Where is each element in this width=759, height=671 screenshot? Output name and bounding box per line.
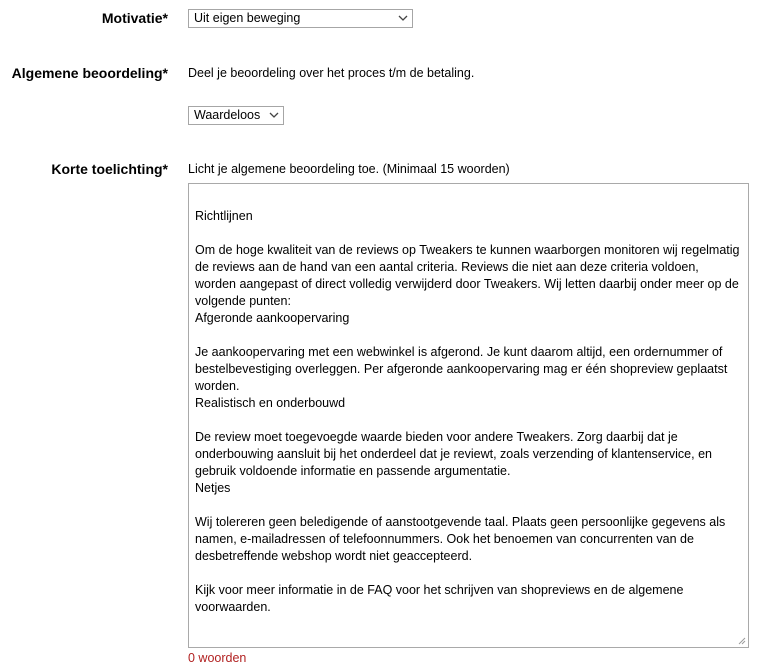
toelichting-textarea[interactable] <box>188 183 749 648</box>
algemene-beoordeling-hint: Deel je beoordeling over het proces t/m de betaling. <box>188 66 475 80</box>
chevron-down-icon <box>397 12 409 24</box>
word-count: 0 woorden <box>188 651 247 665</box>
chevron-down-icon <box>268 109 280 121</box>
korte-toelichting-hint: Licht je algemene beoordeling toe. (Minimaal 15 woorden) <box>188 162 510 176</box>
algemene-beoordeling-label: Algemene beoordeling* <box>11 65 168 81</box>
algemene-beoordeling-select[interactable] <box>188 106 284 125</box>
resize-grip-icon[interactable] <box>737 636 746 645</box>
korte-toelichting-label: Korte toelichting* <box>51 161 168 177</box>
motivatie-select[interactable] <box>188 9 413 28</box>
algemene-beoordeling-selected-value: Waardeloos <box>194 108 261 122</box>
motivatie-selected-value: Uit eigen beweging <box>194 11 301 25</box>
motivatie-label: Motivatie* <box>101 10 168 26</box>
toelichting-text: Richtlijnen Om de hoge kwaliteit van de reviews op Tweakers te kunnen waarborgen monitoren wij regelmatig de reviews aan de hand van een aantal criteria. Reviews die niet aan deze criteria voldoen, worden aangepast of direct volledig verwijderd door Tweakers. Wij letten daarbij onder meer op de volgende punten: Afgeronde aankoopervaring Je aankoopervaring met een webwinkel is afgerond. Je kunt daarom altijd, een ordernummer of bestelbevestiging overleggen. Per afgeronde aankoopervaring mag er één shopreview geplaatst worden. Realistisch en onderbouwd De review moet toegevoegde waarde bieden voor andere Tweakers. Zorg daarbij dat je onderbouwing aansluit bij het onderdeel dat je reviewt, zoals verzending of klantenservice, en gebruik voldoende informatie en passende argumentatie. Netjes Wij tolereren geen beledigende of aanstootgevende taal. Plaats geen persoonlijke gegevens als namen, e-mailadressen of telefoonnummers. Ook het benoemen van concurrenten van de desbetreffende webshop wordt niet geaccepteerd. Kijk voor meer informatie in de FAQ voor het schrijven van shopreviews en de algemene voorwaarden. <box>195 209 740 614</box>
